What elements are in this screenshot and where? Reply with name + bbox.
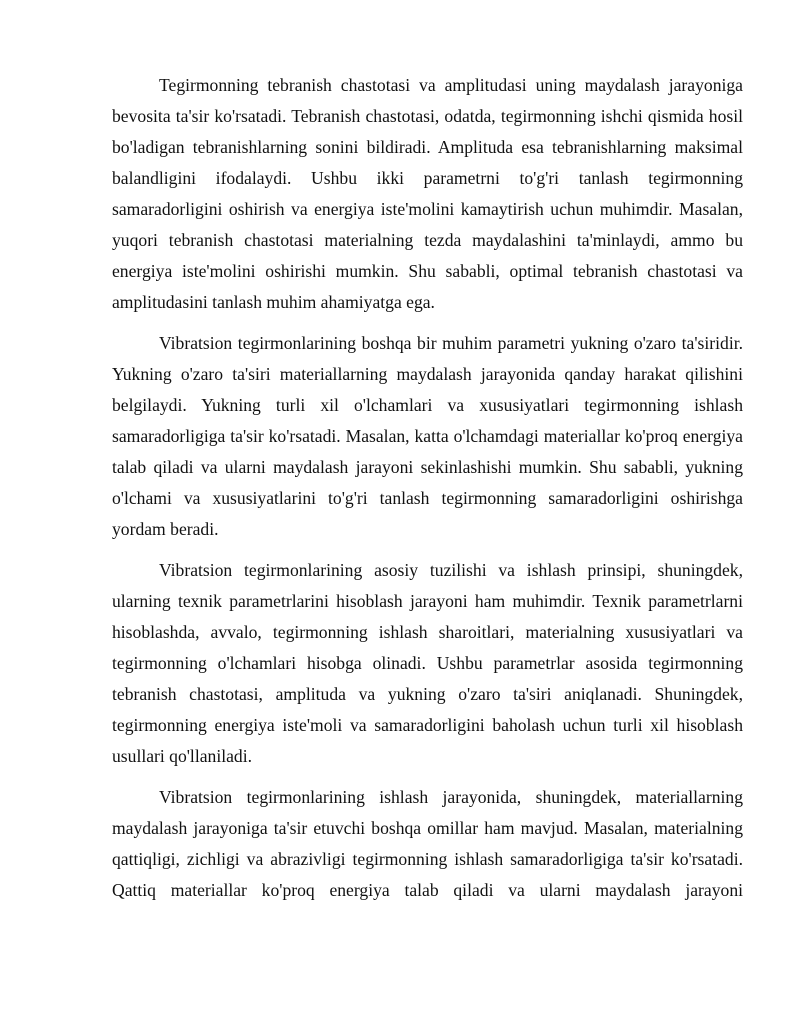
paragraph-4: Vibratsion tegirmonlarining ishlash jarayonida, shuningdek, materiallarning maydalash jarayoniga ta'sir etuvchi boshqa omillar ham mavjud. Masalan, materialning qattiqligi, zichligi va abrazivligi tegirmonning ishlash samaradorligiga ta'sir ko'rsatadi. Qattiq materiallar ko'proq energiya talab qiladi va ularni maydalash jarayoni xyxy=(112,787,743,900)
paragraph-1: Tegirmonning tebranish chastotasi va amplitudasi uning maydalash jarayoniga bevosita ta'sir ko'rsatadi. Tebranish chastotasi, odatda, tegirmonning ishchi qismida hosil bo'ladigan tebranishlarning sonini bildiradi. Amplituda esa tebranishlarning maksimal balandligini ifodalaydi. Ushbu ikki parametrni to'g'ri tanlash tegirmonning samaradorligini oshirish va energiya iste'molini kamaytirish uchun muhimdir. Masalan, yuqori tebranish chastotasi materialning tezda maydalashini ta'minlaydi, ammo bu energiya iste'molini oshirishi mumkin. Shu sababli, optimal tebranish chastotasi va amplitudasini tanlash muhim ahamiyatga ega. xyxy=(112,75,743,312)
paragraph-2: Vibratsion tegirmonlarining boshqa bir muhim parametri yukning o'zaro ta'siridir. Yukning o'zaro ta'siri materiallarning maydalash jarayonida qanday harakat qilishini belgilaydi. Yukning turli xil o'lchamlari va xususiyatlari tegirmonning ishlash samaradorligiga ta'sir ko'rsatadi. Masalan, katta o'lchamdagi materiallar ko'proq energiya talab qiladi va ularni maydalash jarayoni sekinlashishi mumkin. Shu sababli, yukning o'lchami va xususiyatlarini to'g'ri tanlash tegirmonning samaradorligini oshirishga yordam beradi. xyxy=(112,333,743,539)
paragraph-3: Vibratsion tegirmonlarining asosiy tuzilishi va ishlash prinsipi, shuningdek, ularning texnik parametrlarini hisoblash jarayoni ham muhimdir. Texnik parametrlarni hisoblashda, avvalo, tegirmonning ishlash sharoitlari, materialning xususiyatlari va tegirmonning o'lchamlari hisobga olinadi. Ushbu parametrlar asosida tegirmonning tebranish chastotasi, amplituda va yukning o'zaro ta'siri aniqlanadi. Shuningdek, tegirmonning energiya iste'moli va samaradorligini baholash uchun turli xil hisoblash usullari qo'llaniladi. xyxy=(112,560,743,766)
document-page xyxy=(112,70,743,916)
